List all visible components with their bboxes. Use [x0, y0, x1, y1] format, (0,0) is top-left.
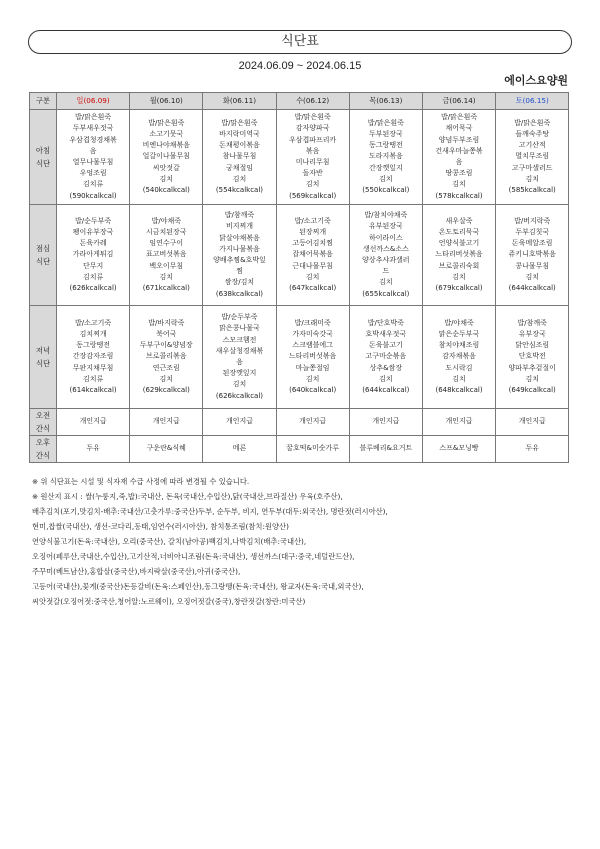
am-snack-row [30, 409, 569, 436]
menu-item: 닭안심조림 [515, 341, 550, 350]
menu-cell-sat [496, 436, 569, 463]
menu-item: 김치 [379, 374, 393, 383]
menu-item: 개인지급 [372, 417, 400, 426]
menu-item: 두유 [86, 444, 100, 453]
menu-item: (648kcalkcal) [435, 386, 483, 394]
row-label-line: 식단 [35, 257, 51, 266]
row-label-line: 오후 [35, 438, 51, 447]
menu-cell-mon [130, 436, 203, 463]
menu-item: (550kcalkcal) [362, 186, 410, 194]
menu-item: 김치 [452, 180, 466, 189]
menu-cell-fri [422, 306, 495, 409]
menu-cell-sun [57, 110, 130, 205]
menu-item: 김치 [452, 272, 466, 281]
menu-cell-mon [130, 110, 203, 205]
menu-item: 두부김칫국 [515, 227, 550, 236]
header-day-wed: 수(06.12) [276, 93, 349, 110]
menu-item: 잡채어묵볶음 [292, 250, 333, 259]
menu-item: 김치 [305, 180, 320, 189]
menu-item: 우엉조림 [79, 169, 107, 178]
dinner-row [30, 306, 569, 409]
menu-item: 콩나물무침 [515, 261, 550, 270]
menu-item: 개인지급 [299, 417, 327, 426]
menu-item: (626kcalkcal) [215, 391, 264, 400]
menu-item: (629kcalkcal) [142, 386, 190, 394]
menu-item: 고구마순볶음 [365, 352, 407, 361]
organization-name: 에이스요양원 [504, 74, 568, 87]
menu-item: 비지찌개 [225, 222, 253, 231]
menu-item: 참나물무침 [222, 152, 257, 161]
menu-item: 두유 [525, 444, 539, 453]
menu-item: 비엔나야채볶음 [142, 141, 190, 150]
header-row [30, 93, 569, 110]
menu-item: (585kcalkcal) [508, 186, 556, 194]
menu-item: (649kcalkcal) [508, 386, 556, 394]
menu-item: 브로콜리볶음 [145, 352, 187, 361]
menu-item: 밥/바지락죽 [148, 318, 185, 327]
menu-cell-sun [57, 306, 130, 409]
menu-item: 스모크햄전 [222, 335, 257, 344]
menu-item: 스크램블에그 [292, 341, 333, 350]
menu-item: (626kcalkcal) [69, 284, 117, 292]
menu-item: 도라지볶음 [368, 152, 403, 161]
menu-item: 씨앗젓갈 [152, 163, 180, 172]
header-day-fri: 금(06.14) [422, 93, 495, 110]
menu-item: 연근조림 [152, 363, 180, 372]
row-label [30, 110, 57, 205]
menu-cell-sat [496, 205, 569, 306]
menu-item: 밥/야채죽 [151, 216, 181, 225]
menu-cell-fri [422, 436, 495, 463]
menu-item: 감자양파국 [295, 124, 330, 133]
menu-item: 메론 [232, 444, 247, 453]
menu-item: 볶음 [305, 146, 320, 155]
menu-cell-tue [203, 436, 276, 463]
row-label-line: 아침 [35, 146, 51, 155]
menu-item: 밥/크래미죽 [294, 318, 331, 327]
row-label-line: 식단 [35, 159, 51, 168]
menu-cell-thu [349, 205, 422, 306]
menu-item: 밥/버지락죽 [514, 216, 551, 225]
menu-item: 돌자반 [302, 169, 323, 178]
menu-item: 열무나물무침 [72, 158, 114, 166]
menu-item: 양파부추겉절이 [508, 363, 556, 372]
menu-item: 유부된장국 [368, 222, 403, 231]
menu-cell-wed [276, 409, 349, 436]
menu-item: 김치류 [82, 272, 104, 281]
menu-item: 김치 [305, 272, 320, 281]
menu-cell-mon [130, 205, 203, 306]
menu-item: 개인지급 [518, 417, 546, 426]
menu-item: (590kcalkcal) [69, 191, 117, 200]
menu-item: 밥/맑은흰죽 [294, 113, 331, 122]
row-label-line: 간식 [35, 451, 51, 460]
menu-item: 돈육불고기 [368, 341, 403, 350]
menu-cell-tue [203, 409, 276, 436]
menu-item: 생선까스&소스 [362, 244, 409, 253]
menu-item: 새우살청경채볶 [215, 346, 264, 355]
menu-item: (540kcalkcal) [142, 186, 190, 194]
menu-item: 멸치무조림 [515, 152, 550, 161]
menu-item: 무판지채무침 [72, 363, 114, 372]
header-day-thu: 목(06.13) [349, 93, 422, 110]
menu-item: 호박새우젓국 [365, 329, 407, 338]
menu-item: 미나리무침 [295, 158, 330, 166]
menu-item: 고기산적 [518, 141, 546, 150]
menu-item: 채어묵국 [445, 124, 473, 133]
menu-item: 된장찌개 [299, 227, 327, 236]
pm-snack-row [30, 436, 569, 463]
menu-cell-thu [349, 306, 422, 409]
menu-item: 밥/맑은흰죽 [514, 118, 551, 127]
menu-item: 김치 [379, 174, 393, 183]
menu-item: 팽이유부장국 [72, 227, 114, 236]
menu-item: 밥/참치야채죽 [364, 211, 408, 220]
menu-item: 개인지급 [79, 417, 107, 426]
menu-item: 느타리버섯볶음 [288, 352, 337, 361]
menu-item: 양상추샤과샐러 [362, 256, 410, 264]
menu-item: 맑은순두부국 [438, 329, 480, 338]
menu-item: 밥/단호박죽 [367, 318, 404, 327]
menu-item: (644kcalkcal) [508, 284, 556, 292]
menu-item: 들깨숙주탕 [515, 129, 550, 138]
menu-item: 고등어김치찜 [292, 239, 333, 248]
header-day-sat: 토(06.15) [496, 93, 569, 110]
menu-item: 밥/참깨죽 [517, 318, 547, 327]
menu-cell-wed [276, 205, 349, 306]
menu-item: 언양식불고기 [438, 239, 480, 248]
menu-item: 바지락미역국 [219, 129, 260, 138]
menu-item: 김치류 [82, 180, 104, 189]
note-line: 오징어(페루산,국내산,수입산),고기산적,너비아니조림(돈육:국내산), 생선까스(대구:중국,네덜란드산), [32, 552, 355, 561]
menu-cell-sat [496, 409, 569, 436]
header-corner: 구분 [30, 93, 57, 110]
menu-item: 백오이무침 [149, 261, 184, 270]
menu-item: 소고기뭇국 [149, 129, 184, 138]
menu-item: 김치 [305, 374, 320, 383]
menu-item: (569kcalkcal) [289, 191, 337, 200]
menu-item: 돈육카레 [79, 239, 107, 248]
menu-item: (578kcalkcal) [435, 191, 483, 200]
menu-item: 김치 [159, 272, 174, 281]
note-line: ※ 위 식단표는 시설 및 식자재 수급 사정에 따라 변경될 수 있습니다. [32, 477, 250, 486]
menu-item: 개인지급 [152, 417, 180, 426]
header-day-mon: 월(06.10) [130, 93, 203, 110]
menu-item: 북어국 [156, 329, 177, 338]
note-line: 배추김치(포기,맛김치-배추:국내산/고춧가루:중국산)두부, 순두부, 비지, 연두부(대두:외국산), 명란젓(러시아산), [32, 507, 388, 516]
menu-item: 돈육메알조림 [511, 239, 553, 248]
menu-item: 상추&쌈장 [369, 363, 403, 372]
note-line: ※ 원산지 표시 : 쌀(누룽지,죽,밥):국내산, 돈육(국내산,수입산),닭(국내산,브라질산) 우육(호주산), [32, 492, 343, 501]
menu-item: 김치 [525, 272, 539, 281]
menu-item: (554kcalkcal) [215, 186, 264, 194]
menu-item: 김치찌개 [79, 329, 107, 338]
menu-item: 닭살야채볶음 [219, 233, 260, 242]
menu-item: 두부새우젓국 [72, 124, 114, 133]
menu-cell-thu [349, 409, 422, 436]
menu-item: 궁채절임 [225, 163, 253, 172]
menu-cell-tue [203, 306, 276, 409]
menu-cell-sun [57, 436, 130, 463]
menu-item: 드 [382, 267, 390, 276]
menu-item: 개인지급 [445, 417, 473, 426]
menu-item: 고구마샐러드 [511, 163, 553, 172]
menu-item: (647kcalkcal) [289, 284, 337, 292]
menu-item: 브로콜리숙회 [438, 261, 480, 270]
menu-item: (640kcalkcal) [289, 386, 337, 394]
note-line: 연양식불고기(돈육:국내산), 오리(중국산), 갈치(남아공)백김치,나박김치(배추:국내산), [32, 537, 307, 546]
menu-item: 김치류 [82, 374, 104, 383]
menu-item: 음 [89, 146, 97, 155]
menu-cell-fri [422, 110, 495, 205]
menu-cell-thu [349, 436, 422, 463]
menu-cell-sat [496, 306, 569, 409]
menu-item: 건새우마늘쫑볶 [435, 146, 483, 155]
menu-item: 간장감자조림 [72, 352, 114, 361]
menu-item: 밥/참깨죽 [224, 211, 255, 220]
menu-item: 김치 [232, 174, 247, 183]
menu-item: 김치 [452, 374, 466, 383]
menu-item: 스프&모닝빵 [439, 444, 479, 453]
menu-item: 밥/순두부죽 [75, 216, 112, 225]
menu-item: (679kcalkcal) [435, 284, 483, 292]
row-label-line: 오전 [35, 411, 51, 420]
menu-cell-fri [422, 205, 495, 306]
menu-item: 밥/맑은흰죽 [440, 113, 478, 122]
notes [32, 474, 572, 609]
menu-item: 밥/맑은흰죽 [148, 118, 185, 127]
menu-item: 양배추찜&호박잎 [213, 256, 266, 264]
row-label-line: 저녁 [35, 346, 51, 355]
menu-item: 도시락김 [445, 363, 473, 372]
header-day-sun: 일(06.09) [57, 93, 130, 110]
menu-item: 얼갈이나물무침 [142, 152, 190, 161]
row-label [30, 306, 57, 409]
menu-cell-mon [130, 409, 203, 436]
menu-item: 참치야채조림 [438, 341, 480, 350]
menu-item: 가자미숙갓국 [292, 329, 333, 338]
menu-item: 쥬키니호박볶음 [508, 250, 556, 259]
menu-item: 밥/맑은흰죽 [221, 118, 258, 127]
menu-item: 단무지 [82, 261, 104, 270]
menu-item: 밥/맑은흰죽 [75, 113, 112, 122]
row-label [30, 436, 57, 463]
menu-item: (655kcalkcal) [362, 289, 410, 298]
row-label-line: 간식 [35, 424, 51, 433]
menu-item: 양념두부조림 [438, 135, 480, 144]
menu-item: 돈채평이볶음 [219, 141, 260, 150]
menu-item: 김치 [379, 278, 393, 287]
menu-item: 두부구이&양념장 [139, 341, 193, 350]
menu-item: 밥/소고기죽 [75, 318, 112, 327]
menu-cell-thu [349, 110, 422, 205]
menu-item: 느타리버섯볶음 [435, 250, 483, 259]
breakfast-row [30, 110, 569, 205]
menu-cell-sun [57, 409, 130, 436]
header-day-tue: 화(06.11) [203, 93, 276, 110]
menu-item: 김치 [159, 374, 174, 383]
row-label [30, 205, 57, 306]
menu-cell-tue [203, 110, 276, 205]
menu-item: (614kcalkcal) [69, 386, 117, 394]
menu-cell-sun [57, 205, 130, 306]
menu-item: 가지나물볶음 [219, 244, 260, 253]
menu-item: 맑은콩나물국 [219, 324, 260, 333]
note-line: 씨앗젓갈(오징어젓:중국산,청어알:노르웨이), 오징어젓갈(중국),창란젓갈(창란:미국산) [32, 597, 306, 606]
menu-item: 쌈장/김치 [224, 278, 255, 287]
menu-cell-mon [130, 306, 203, 409]
menu-item: 유부장국 [518, 329, 546, 338]
menu-cell-wed [276, 306, 349, 409]
menu-item: 김치 [159, 174, 174, 183]
menu-item: 간장깻잎지 [368, 163, 403, 172]
menu-item: 꿀호떡&미숫가루 [286, 444, 340, 453]
menu-item: 김치 [525, 174, 539, 183]
meal-table [29, 92, 569, 463]
menu-item: 블루베리&요거트 [359, 444, 413, 453]
menu-item: 찜 [236, 267, 243, 276]
page-title: 식단표 [28, 30, 572, 54]
menu-item: 밥/야채죽 [444, 318, 474, 327]
menu-item: 우삼겹파프리카 [288, 135, 337, 144]
row-label-line: 점심 [35, 244, 51, 253]
menu-cell-fri [422, 409, 495, 436]
menu-item: 시금치된장국 [145, 227, 187, 236]
menu-item: 음 [236, 358, 243, 366]
menu-item: 동그랑땡전 [76, 341, 110, 350]
menu-item: 하이라이스 [368, 233, 403, 242]
menu-item: 음 [455, 158, 463, 166]
menu-item: 두부된장국 [368, 129, 403, 138]
menu-item: 구운란&식혜 [146, 444, 186, 453]
menu-item: 동그랑땡전 [368, 141, 403, 150]
menu-item: (644kcalkcal) [362, 386, 410, 394]
menu-item: 밥/맑은흰죽 [367, 118, 404, 127]
menu-item: 김치 [232, 380, 247, 389]
menu-item: 표고버섯볶음 [145, 250, 187, 259]
lunch-row [30, 205, 569, 306]
menu-item: 온도토리묵국 [438, 227, 480, 236]
menu-item: 김치 [525, 374, 539, 383]
menu-item: 감자채볶음 [442, 352, 476, 361]
menu-item: (638kcalkcal) [215, 289, 264, 298]
menu-item: 가라아게튀김 [72, 250, 114, 259]
menu-item: 새우살죽 [445, 216, 473, 225]
menu-item: 개인지급 [225, 417, 253, 426]
menu-item: 된장깻잎지 [222, 369, 257, 378]
menu-item: (671kcalkcal) [142, 284, 190, 292]
note-line: 고등어(국내산),꽃게(중국산)돈등갈비(돈육:스페인산),동그랑땡(돈육:국내산), 왕교자(돈육:국내,외국산), [32, 582, 364, 591]
row-label [30, 409, 57, 436]
menu-cell-sat [496, 110, 569, 205]
menu-item: 땅콩조림 [445, 169, 473, 178]
menu-item: 임연수구이 [149, 239, 184, 248]
menu-item: 밥/순두부죽 [221, 313, 258, 322]
menu-item: 단호박전 [518, 352, 546, 361]
menu-cell-tue [203, 205, 276, 306]
row-label-line: 식단 [35, 359, 51, 368]
menu-item: 근대나물무침 [292, 261, 333, 270]
note-line: 현미,찹쌀(국내산), 생선-코다리,동태,임연수(러시아산), 참치통조림(참치:원양산) [32, 522, 289, 531]
menu-item: 밥/소고기죽 [294, 216, 331, 225]
menu-item: 마늘쫑절임 [295, 363, 330, 372]
menu-cell-wed [276, 436, 349, 463]
menu-item: 우삼겹청경채볶 [69, 135, 117, 144]
note-line: 주꾸미(베트남산),홍합살(중국산),바지락살(중국산),아귀(중국산), [32, 567, 241, 576]
date-range: 2024.06.09 ~ 2024.06.15 [238, 60, 362, 72]
menu-cell-wed [276, 110, 349, 205]
